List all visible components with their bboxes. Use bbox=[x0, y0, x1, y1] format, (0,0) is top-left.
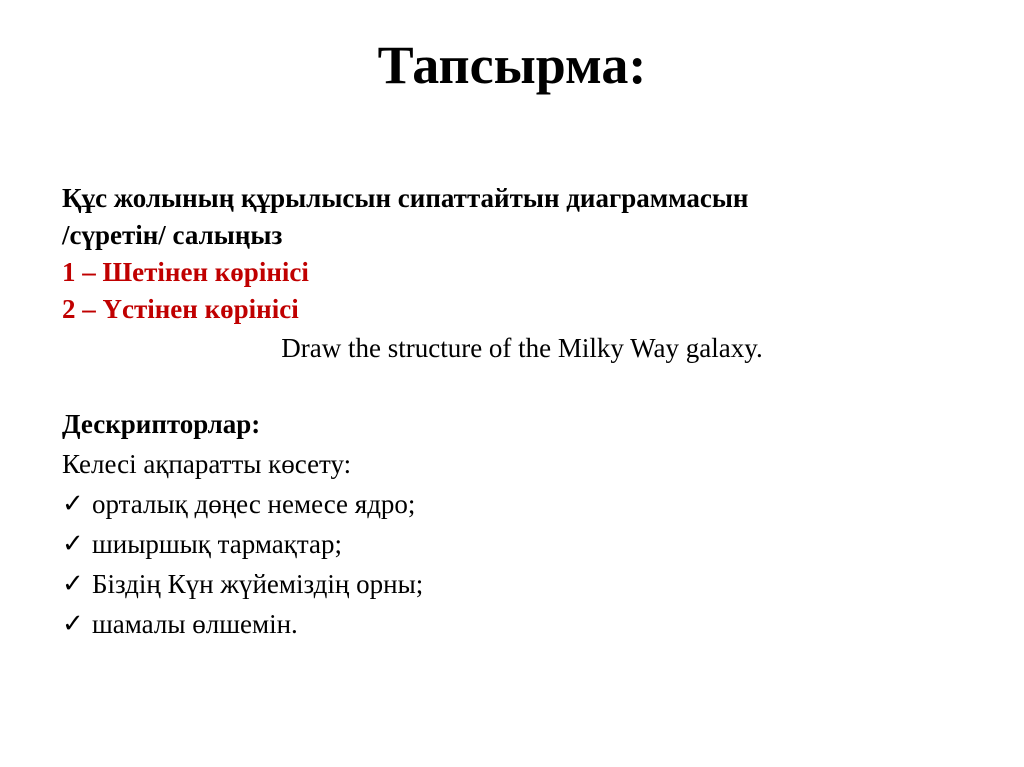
english-instruction: Draw the structure of the Milky Way galaxy. bbox=[281, 333, 763, 363]
descriptor-item bbox=[62, 484, 982, 524]
spacer bbox=[62, 368, 982, 404]
checkmark-icon: ✓ bbox=[62, 489, 84, 518]
descriptor-item bbox=[62, 564, 982, 604]
task-item-2: 2 – Үстінен көрінісі bbox=[62, 294, 299, 324]
checkmark-icon: ✓ bbox=[62, 609, 84, 638]
descriptors-intro: Келесі ақпаратты көсету: bbox=[62, 449, 352, 479]
slide-body bbox=[62, 180, 982, 644]
descriptors-heading: Дескрипторлар: bbox=[62, 409, 261, 439]
descriptor-item-text: орталық дөңес немесе ядро; bbox=[92, 489, 416, 519]
task-line-1: Құс жолының құрылысын сипаттайтын диаграммасын bbox=[62, 183, 749, 213]
task-item-1: 1 – Шетінен көрінісі bbox=[62, 257, 309, 287]
slide-title: Тапсырма: bbox=[377, 35, 647, 95]
descriptor-item bbox=[62, 524, 982, 564]
descriptor-item-text: шиыршық тармақтар; bbox=[92, 529, 343, 559]
descriptor-item bbox=[62, 604, 982, 644]
checkmark-icon: ✓ bbox=[62, 529, 84, 558]
descriptor-item-text: Біздің Күн жүйеміздің орны; bbox=[92, 569, 424, 599]
descriptor-item-text: шамалы өлшемін. bbox=[92, 609, 298, 639]
task-line-2: /сүретін/ салыңыз bbox=[62, 220, 283, 250]
checkmark-icon: ✓ bbox=[62, 569, 84, 598]
